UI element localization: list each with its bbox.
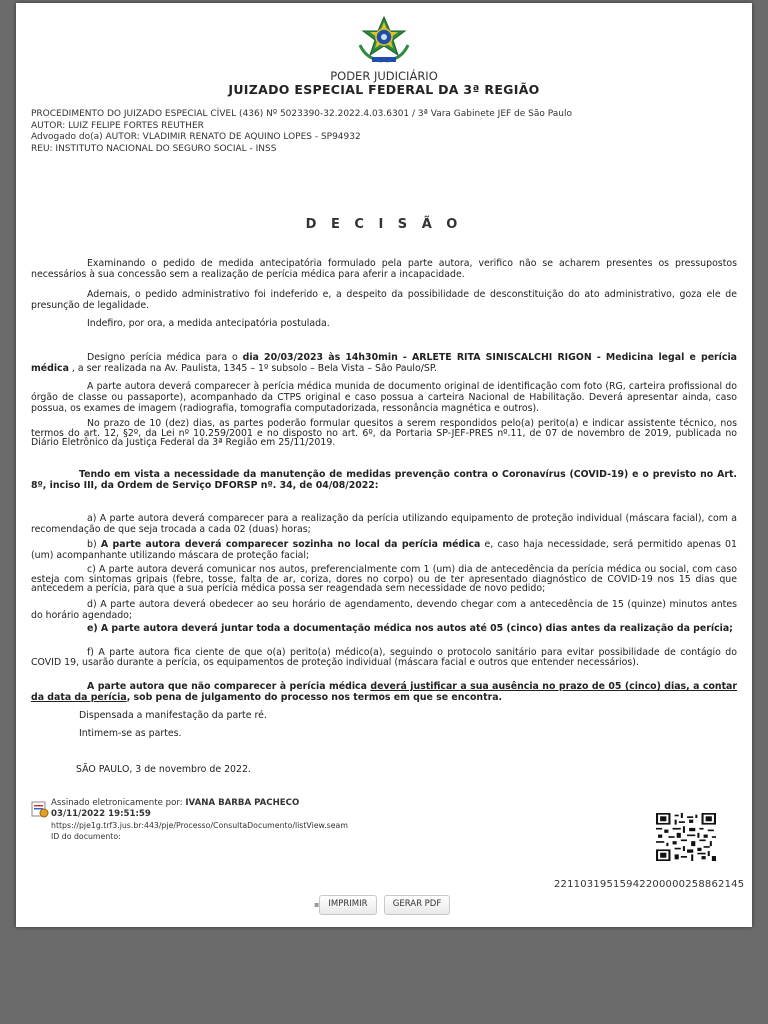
- signature-datetime: 03/11/2022 19:51:59: [51, 809, 151, 819]
- paragraph-documents: A parte autora deverá comparecer à perícia médica munida de documento original de identificação com foto (RG, carteira profissional do órgão de classe ou passaporte), acompanhado da CTPS original e caso possua a carteira Nacional de Habilitação. Deverá apresentar ainda, caso possua, os exames de imagem (radiografia, tomografia computadorizada, ressonância magnética e outros).: [31, 381, 737, 414]
- signer-name: IVANA BARBA PACHECO: [185, 798, 300, 808]
- header-line-2: JUIZADO ESPECIAL FEDERAL DA 3ª REGIÃO: [228, 82, 540, 97]
- paragraph-covid: Tendo em vista a necessidade da manutenção de medidas prevenção contra o Coronavírus (COVID-19) e o previsto no Art. 8º, inciso III, da Ordem de Serviço DFORSP nº. 34, de 04/08/2022:: [31, 469, 737, 491]
- document-code: 22110319515942200000258862145: [554, 879, 745, 890]
- paragraph-1: Examinando o pedido de medida antecipatória formulado pela parte autora, verifico não se acharem presentes os pressupostos necessários à sua concessão sem a realização de perícia médica para aferir a incapacidade.: [31, 258, 737, 280]
- document-date: SÃO PAULO, 3 de novembro de 2022.: [76, 764, 251, 775]
- case-procedure: PROCEDIMENTO DO JUIZADO ESPECIAL CÍVEL (436) Nº 5023390-32.2022.4.03.6301 / 3ª Vara Gabinete JEF de São Paulo: [31, 109, 572, 119]
- item-a: a) A parte autora deverá comparecer para a realização da perícia utilizando equipamento de proteção individual (máscara facial), com a recomendação de que seja trocada a cada 02 (duas) horas;: [31, 513, 737, 535]
- document-title: D E C I S Ã O: [305, 217, 463, 232]
- paragraph-2: Ademais, o pedido administrativo foi indeferido e, a despeito da possibilidade de desconstituição do ato administrativo, goza ele de presunção de legalidade.: [31, 289, 737, 311]
- print-button[interactable]: IMPRIMIR: [319, 895, 377, 915]
- signature-url[interactable]: https://pje1g.trf3.jus.br:443/pje/Processo/ConsultaDocumento/listView.seam: [51, 821, 348, 830]
- paragraph-intimem: Intimem-se as partes.: [79, 728, 182, 739]
- certificate-icon: [31, 800, 49, 818]
- item-d: d) A parte autora deverá obedecer ao seu horário de agendamento, devendo chegar com a antecedência de 15 (quinze) minutos antes do horário agendado;: [31, 599, 737, 621]
- paragraph-dispensada: Dispensada a manifestação da parte ré.: [79, 710, 267, 721]
- item-e: e) A parte autora deverá juntar toda a documentação médica nos autos até 05 (cinco) dias antes da realização da perícia;: [87, 623, 733, 634]
- case-author: AUTOR: LUIZ FELIPE FORTES REUTHER: [31, 120, 204, 131]
- item-f: f) A parte autora fica ciente de que o(a) perito(a) médico(a), seguindo o protocolo sanitário para evitar possibilidade de contágio do COVID 19, usarão durante a perícia, os equipamentos de proteção individual (máscara facial e outros que entender necessários).: [31, 647, 737, 668]
- document-id-label: ID do documento:: [51, 832, 121, 841]
- document-page: [16, 3, 752, 927]
- case-info: [31, 109, 572, 155]
- generate-pdf-button[interactable]: GERAR PDF: [384, 895, 450, 915]
- case-lawyer: Advogado do(a) AUTOR: VLADIMIR RENATO DE AQUINO LOPES - SP94932: [31, 132, 361, 142]
- coat-of-arms-icon: [352, 15, 416, 65]
- paragraph-quesitos: No prazo de 10 (dez) dias, as partes poderão formular quesitos a serem respondidos pelo(a) perito(a) e indicar assistente técnico, nos termos do art. 12, §2º, da Lei nº 10.259/2001 e no disposto no art. 6º, da Portaria SP-JEF-PRES nº.11, de 07 de novembro de 2019, publicada no Diário Eletrônico da Justiça Federal da 3ª Região em 25/11/2019.: [31, 418, 737, 448]
- item-c: c) A parte autora deverá comunicar nos autos, preferencialmente com 1 (um) dia de antecedência da perícia médica ou social, com caso esteja com sintomas gripais (febre, tosse, falta de ar, coriza, dores no corpo) ou de ter apresentado diagnóstico de COVID-19 nos 15 dias que antecedem a perícia, para que a sua perícia médica possa ser reagendada sem necessidade de novo pedido;: [31, 564, 737, 594]
- paragraph-appointment: Designo perícia médica para o dia 20/03/2023 às 14h30min - ARLETE RITA SINISCALCHI RIGON - Medicina legal e perícia médica , a ser realizada na Av. Paulista, 1345 – 1º subsolo – Bela Vista – São Paulo/SP.: [31, 352, 737, 374]
- paragraph-3: Indefiro, por ora, a medida antecipatória postulada.: [87, 318, 330, 329]
- paragraph-absence: A parte autora que não comparecer à perícia médica deverá justificar a sua ausência no prazo de 05 (cinco) dias, a contar da data da perícia, sob pena de julgamento do processo nos termos em que se encontra.: [31, 681, 738, 703]
- printer-icon: ▪: [314, 900, 320, 909]
- qr-code-icon: [656, 813, 716, 861]
- item-b: b) A parte autora deverá comparecer sozinha no local da perícia médica e, caso haja necessidade, será permitido apenas 01 (um) acompanhante utilizando máscara de proteção facial;: [31, 539, 737, 561]
- case-defendant: REU: INSTITUTO NACIONAL DO SEGURO SOCIAL - INSS: [31, 143, 277, 154]
- signature-block: Assinado eletronicamente por: IVANA BARBA PACHECO 03/11/2022 19:51:59 https://pje1g.trf3.jus.br:443/pje/Processo/ConsultaDocumento/listView.seam ID do documento:: [51, 798, 348, 841]
- header-line-1: PODER JUDICIÁRIO: [330, 69, 438, 83]
